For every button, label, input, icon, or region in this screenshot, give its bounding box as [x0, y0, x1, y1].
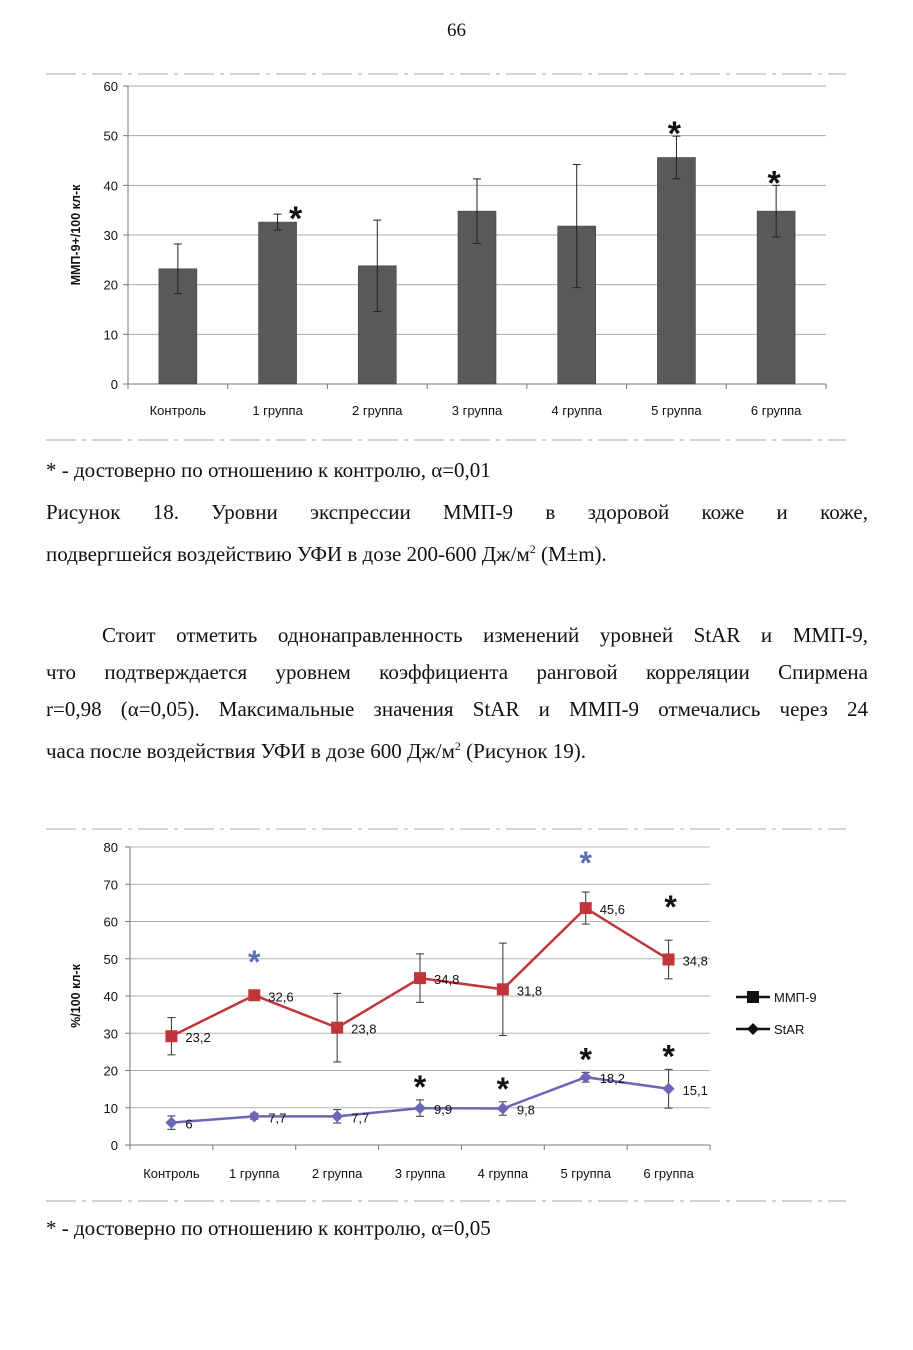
data-point-square [580, 902, 592, 914]
data-label: 9,9 [434, 1102, 453, 1118]
para-line-3: r=0,98 (α=0,05). Максимальные значения StAR и ММП-9 отмечались через 24 [46, 697, 868, 721]
y-tick-label: 0 [110, 377, 118, 392]
x-tick-label: 3 группа [394, 1166, 446, 1181]
y-tick-label: 50 [103, 128, 118, 144]
y-tick-label: 0 [110, 1138, 118, 1153]
x-tick-label: 5 группа [560, 1166, 611, 1181]
page-number: 66 [447, 20, 466, 41]
data-label: 23,8 [351, 1021, 377, 1037]
caption-superscript: 2 [529, 542, 536, 556]
para-text-end: (Рисунок 19). [460, 739, 587, 763]
data-label: 31,8 [516, 983, 543, 999]
para-superscript: 2 [454, 739, 461, 753]
figure-18-caption [46, 494, 868, 573]
data-label: 34,8 [434, 972, 460, 988]
star-mmp9-line-chart [0, 825, 913, 1210]
significance-marker: * [664, 889, 677, 926]
data-label: 34,8 [682, 953, 708, 969]
y-tick-label: 40 [103, 178, 118, 194]
y-tick-label: 80 [103, 840, 118, 855]
body-paragraph [46, 617, 868, 770]
para-line-2: что подтверждается уровнем коэффициента ранговой корреляции Спирмена [46, 660, 868, 684]
caption-line-2 [46, 531, 868, 573]
legend-label: ММП-9 [774, 990, 817, 1005]
data-label: 7,7 [351, 1110, 370, 1126]
significance-marker: * [662, 1038, 675, 1075]
y-tick-label: 60 [103, 914, 118, 930]
data-label: 45,6 [599, 902, 626, 918]
data-point-square [248, 989, 260, 1001]
bar [259, 222, 297, 384]
y-tick-label: 30 [103, 1026, 118, 1042]
para-line-4 [46, 728, 868, 770]
legend-label: StAR [774, 1022, 805, 1037]
y-tick-label: 20 [103, 277, 118, 293]
caption-line-1: Рисунок 18. Уровни экспрессии ММП-9 в здоровой коже и коже, [46, 500, 868, 524]
data-point-square [497, 983, 509, 995]
para-line-1: Стоит отметить однонаправленность изменений уровней StAR и ММП-9, [102, 623, 868, 647]
data-point-diamond [663, 1083, 675, 1095]
x-tick-label: 2 группа [311, 1166, 363, 1181]
data-point-diamond [331, 1110, 343, 1122]
bar [657, 158, 695, 384]
y-axis-label: %/100 кл-к [69, 964, 83, 1028]
x-tick-label: 4 группа [551, 403, 602, 418]
y-tick-label: 70 [103, 877, 118, 893]
data-point-square [414, 972, 426, 984]
significance-marker: * [496, 1070, 510, 1107]
x-tick-label: 3 группа [451, 403, 503, 418]
data-point-diamond [248, 1110, 260, 1122]
significance-marker: * [288, 200, 303, 239]
x-tick-label: Контроль [149, 403, 207, 418]
significance-marker: * [413, 1068, 427, 1105]
bar-chart-svg [0, 70, 913, 445]
x-tick-label: 1 группа [229, 1166, 280, 1181]
y-tick-label: 40 [103, 989, 118, 1004]
data-label: 7,7 [268, 1110, 287, 1126]
x-tick-label: 4 группа [477, 1166, 529, 1181]
data-point-diamond [165, 1117, 177, 1129]
data-point-square [663, 953, 675, 965]
legend-marker-square [747, 991, 759, 1003]
line-chart-svg [0, 825, 913, 1205]
x-tick-label: 1 группа [252, 403, 303, 418]
y-axis-label: ММП-9+/100 кл-к [69, 184, 83, 286]
x-tick-label: Контроль [143, 1166, 200, 1181]
caption-text-end: (M±m). [535, 542, 607, 566]
significance-marker: * [767, 164, 781, 203]
caption-text: подвергшейся воздействию УФИ в дозе 200-600 Дж/м [46, 542, 530, 566]
significance-marker: * [579, 1041, 592, 1078]
x-tick-label: 6 группа [750, 403, 802, 418]
data-label: 15,1 [682, 1082, 708, 1098]
significance-marker: * [248, 943, 261, 980]
y-tick-label: 60 [103, 79, 118, 94]
data-point-square [331, 1022, 343, 1034]
data-label: 6 [185, 1116, 193, 1132]
mmp9-bar-chart [0, 70, 913, 450]
y-tick-label: 20 [103, 1063, 118, 1079]
legend-marker-diamond [747, 1023, 759, 1035]
x-tick-label: 5 группа [651, 403, 702, 418]
y-tick-label: 10 [103, 1100, 118, 1116]
data-point-square [165, 1030, 177, 1042]
data-label: 32,6 [268, 989, 294, 1005]
significance-note-2: * - достоверно по отношению к контролю, α=0,05 [46, 1216, 491, 1240]
significance-marker: * [579, 845, 592, 882]
data-label: 9,8 [516, 1102, 535, 1118]
significance-marker: * [667, 115, 682, 154]
y-tick-label: 50 [103, 951, 118, 967]
y-tick-label: 30 [103, 228, 118, 243]
para-text: часа после воздействия УФИ в дозе 600 Дж/м [46, 739, 455, 763]
x-tick-label: 2 группа [352, 403, 403, 418]
significance-note-1: * - достоверно по отношению к контролю, α=0,01 [46, 458, 491, 482]
y-tick-label: 10 [103, 327, 118, 343]
x-tick-label: 6 группа [643, 1166, 694, 1181]
data-label: 23,2 [185, 1030, 211, 1046]
data-label: 18,2 [599, 1071, 626, 1087]
